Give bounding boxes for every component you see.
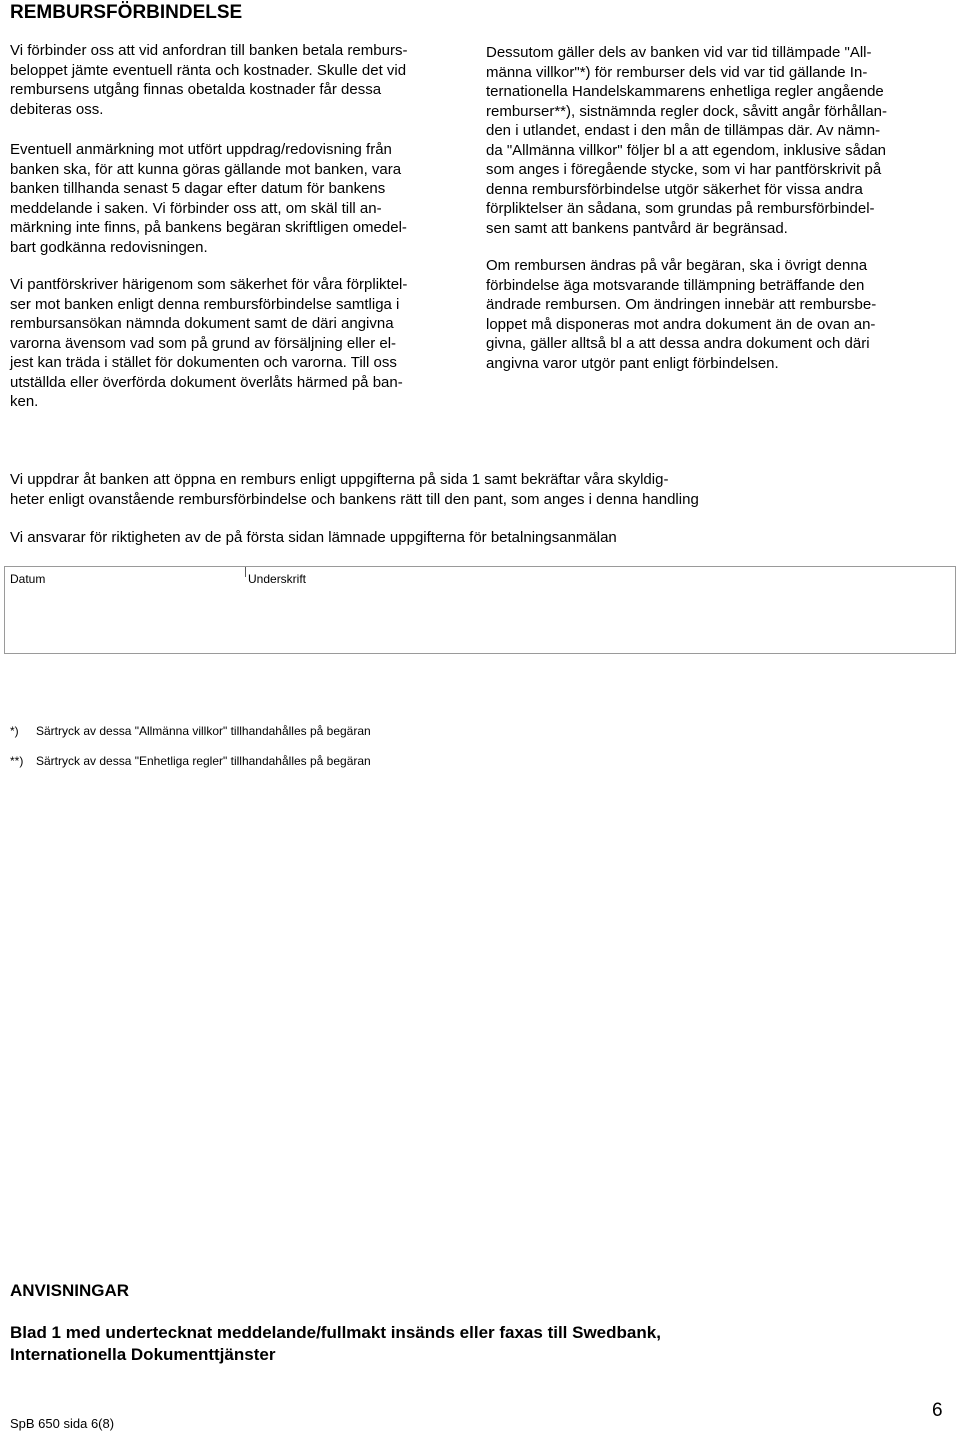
footnote-mark-2: **) — [10, 754, 24, 768]
paragraph-amendments: Om rembursen ändras på vår begäran, ska i övrigt denna förbindelse äga motsvarande tillämpning beträffande den ändrade rembursen. Om ändringen innebär att rembursbe- loppet må disponeras mot andra dokument än de ovan an- givna, gäller alltså bl a att dessa andra dokument och däri angivna varor utgör pant enligt förbindelsen. — [486, 257, 877, 372]
form-code: SpB 650 sida 6(8) — [10, 1416, 115, 1431]
footnote-text-1: Särtryck av dessa "Allmänna villkor" tillhandahålles på begäran — [36, 724, 371, 738]
mandate-statement: Vi uppdrar åt banken att öppna en remburs enligt uppgifterna på sida 1 samt bekräftar våra skyldig- heter enligt ovanstående rembursförbindelse och bankens rätt till den pant, som anges i denna handling — [10, 471, 699, 508]
instructions-text: Blad 1 med undertecknat meddelande/fullmakt insänds eller faxas till Swedbank, Internationella Dokumenttjänster — [10, 1323, 661, 1364]
paragraph-pledge: Vi pantförskriver härigenom som säkerhet för våra förpliktel- ser mot banken enligt denna rembursförbindelse samtliga i rembursansökan nämnda dokument samt de däri angivna varorna ävensom vad som på grund av försäljning eller el- jest kan träda i stället för dokumenten och varorna. Till oss utställda eller överförda dokument överlåts härmed på ban- ken. — [10, 276, 408, 410]
page-number: 6 — [932, 1400, 943, 1421]
footnote-mark-1: *) — [10, 724, 19, 738]
paragraph-remarks: Eventuell anmärkning mot utfört uppdrag/redovisning från banken ska, för att kunna göras gällande mot banken, vara banken tillhanda senast 5 dagar efter datum för bankens meddelande i saken. Vi förbinder oss att, om skäl till an- märkning inte finns, på bankens begäran skriftligen omedel- bart godkänna redovisningen. — [10, 141, 407, 256]
responsibility-statement: Vi ansvarar för riktigheten av de på första sidan lämnade uppgifterna för betalningsanmälan — [10, 529, 617, 546]
date-field-label: Datum — [10, 572, 46, 586]
document-title: REMBURSFÖRBINDELSE — [10, 2, 243, 23]
instructions-heading: ANVISNINGAR — [10, 1281, 130, 1300]
signature-field-label: Underskrift — [248, 572, 307, 586]
paragraph-general-terms: Dessutom gäller dels av banken vid var tid tillämpade "All- männa villkor"*) för remburser dels vid var tid gällande In- ternationella Handelskammarens enhetliga regler angående remburser**), sistnämnda regler dock, såvitt angår förhållan- den i utlandet, endast i den mån de tillämpas där. Av nämn- da "Allmänna villkor" följer bl a att egendom, inklusive sådan som anges i föregående stycke, som vi har pantförskrivit på denna rembursförbindelse utgör säkerhet för vissa andra förpliktelser än sådana, som grundas på rembursförbindel- sen samt att bankens pantvård är begränsad. — [486, 44, 888, 237]
signature-box — [4, 566, 956, 654]
footnote-text-2: Särtryck av dessa "Enhetliga regler" tillhandahålles på begäran — [36, 754, 371, 768]
signature-field-divider — [245, 567, 246, 577]
paragraph-payment-obligation: Vi förbinder oss att vid anfordran till banken betala remburs- beloppet jämte eventuell ränta och kostnader. Skulle det vid rembursens utgång finnas obetalda kostnader får dessa debiteras oss. — [10, 42, 408, 118]
